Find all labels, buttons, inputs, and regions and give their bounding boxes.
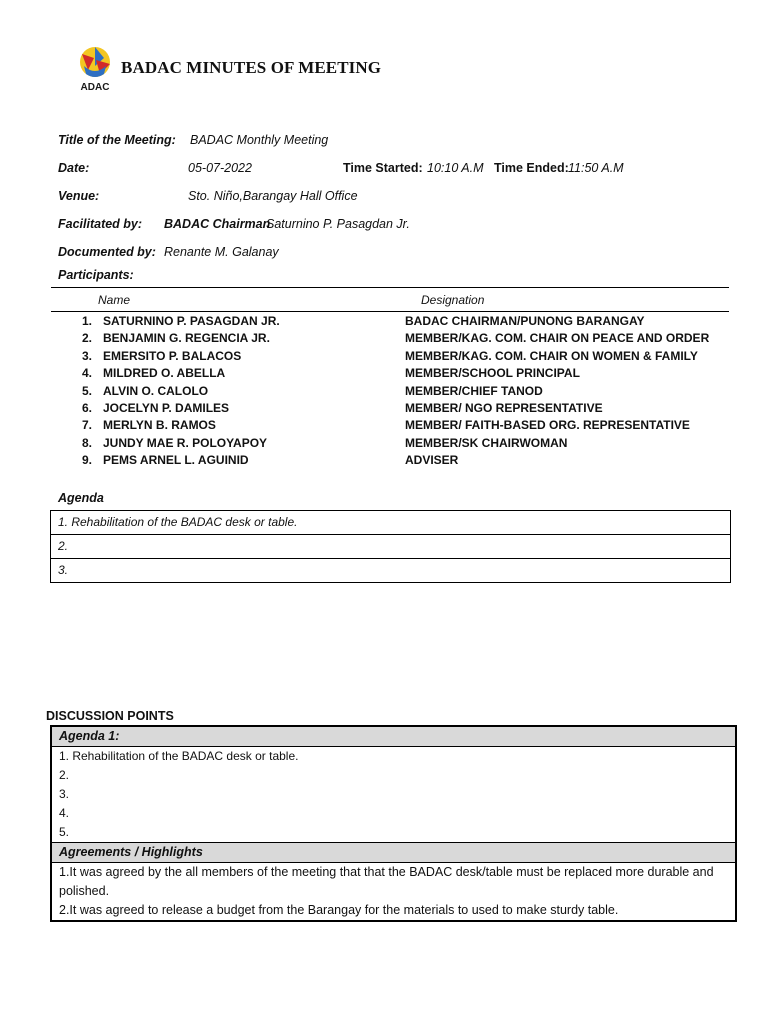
- discussion-table: [50, 725, 737, 922]
- venue-label: Venue:: [58, 189, 100, 203]
- time-started-value: 10:10 A.M: [427, 161, 484, 175]
- date-value: 05-07-2022: [188, 161, 252, 175]
- discussion-point: 3.: [59, 787, 70, 801]
- documented-by-value: Renante M. Galanay: [164, 245, 279, 259]
- participant-designation: MEMBER/ FAITH-BASED ORG. REPRESENTATIVE: [405, 418, 690, 433]
- participant-name: PEMS ARNEL L. AGUINID: [103, 453, 249, 468]
- time-started-label: Time Started:: [343, 161, 423, 175]
- agenda-box: [50, 510, 731, 583]
- participant-number: 9.: [81, 453, 92, 468]
- participant-number: 4.: [81, 366, 92, 381]
- participant-name: MILDRED O. ABELLA: [103, 366, 226, 381]
- agreement-item: 2.It was agreed to release a budget from the Barangay for the materials to used to make sturdy table.: [59, 903, 619, 917]
- participant-designation: BADAC CHAIRMAN/PUNONG BARANGAY: [405, 314, 645, 328]
- participant-designation: ADVISER: [405, 453, 459, 468]
- date-label: Date:: [58, 161, 90, 175]
- logo-text: ADAC: [80, 82, 110, 93]
- participant-name: JOCELYN P. DAMILES: [103, 401, 230, 415]
- designation-column-header: Designation: [421, 293, 485, 307]
- participant-number: 5.: [81, 383, 92, 398]
- participant-number: 8.: [81, 435, 92, 450]
- title-of-meeting-label: Title of the Meeting:: [58, 133, 176, 147]
- participant-name: SATURNINO P. PASAGDAN JR.: [103, 314, 280, 328]
- title-of-meeting-value: BADAC Monthly Meeting: [190, 133, 329, 147]
- agenda-item: 2.: [51, 535, 730, 559]
- facilitated-by-label: Facilitated by:: [58, 217, 143, 231]
- participant-name: ALVIN O. CALOLO: [103, 383, 209, 398]
- participants-top-rule: [51, 287, 729, 288]
- discussion-points-heading: DISCUSSION POINTS: [46, 709, 174, 723]
- participant-designation: MEMBER/KAG. COM. CHAIR ON WOMEN & FAMILY: [405, 348, 698, 363]
- participant-name: MERLYN B. RAMOS: [103, 418, 216, 433]
- facilitator-name: Saturnino P. Pasagdan Jr.: [266, 217, 410, 231]
- agreement-item: 1.It was agreed by the all members of the meeting that that the BADAC desk/table must be replaced more durable and polished.: [59, 865, 714, 898]
- participant-number: 2.: [81, 331, 92, 346]
- participants-label: Participants:: [58, 268, 134, 282]
- badac-logo: [74, 44, 116, 94]
- documented-by-label: Documented by:: [58, 245, 156, 259]
- agenda-1-band: Agenda 1:: [52, 727, 735, 747]
- document-title: BADAC MINUTES OF MEETING: [121, 58, 382, 77]
- participant-designation: MEMBER/SK CHAIRWOMAN: [405, 435, 568, 450]
- agenda-item: 3.: [58, 563, 69, 577]
- participant-name: JUNDY MAE R. POLOYAPOY: [103, 435, 268, 450]
- participant-name: BENJAMIN G. REGENCIA JR.: [103, 331, 270, 346]
- discussion-point: 4.: [59, 806, 70, 820]
- agreements-band: Agreements / Highlights: [52, 842, 735, 863]
- name-column-header: Name: [98, 293, 131, 307]
- participant-designation: MEMBER/ NGO REPRESENTATIVE: [405, 401, 603, 415]
- facilitator-role: BADAC Chairman: [164, 217, 271, 231]
- discussion-point: 2.: [59, 768, 70, 782]
- participant-number: 6.: [81, 401, 92, 415]
- participant-number: 7.: [81, 418, 92, 433]
- discussion-point: 5.: [59, 825, 70, 839]
- participant-name: EMERSITO P. BALACOS: [103, 348, 242, 363]
- participant-designation: MEMBER/CHIEF TANOD: [405, 383, 543, 398]
- venue-value: Sto. Niño,Barangay Hall Office: [188, 189, 358, 203]
- participant-number: 1.: [81, 314, 92, 328]
- discussion-point: 1. Rehabilitation of the BADAC desk or table.: [59, 749, 299, 763]
- time-ended-label: Time Ended:: [494, 161, 569, 175]
- participants-header-rule: [51, 311, 729, 312]
- participant-designation: MEMBER/SCHOOL PRINCIPAL: [405, 366, 580, 381]
- agenda-item: 1. Rehabilitation of the BADAC desk or table.: [51, 511, 730, 535]
- time-ended-value: 11:50 A.M: [568, 161, 624, 175]
- agenda-label: Agenda: [58, 491, 104, 505]
- participant-designation: MEMBER/KAG. COM. CHAIR ON PEACE AND ORDER: [405, 331, 710, 346]
- participant-number: 3.: [81, 348, 92, 363]
